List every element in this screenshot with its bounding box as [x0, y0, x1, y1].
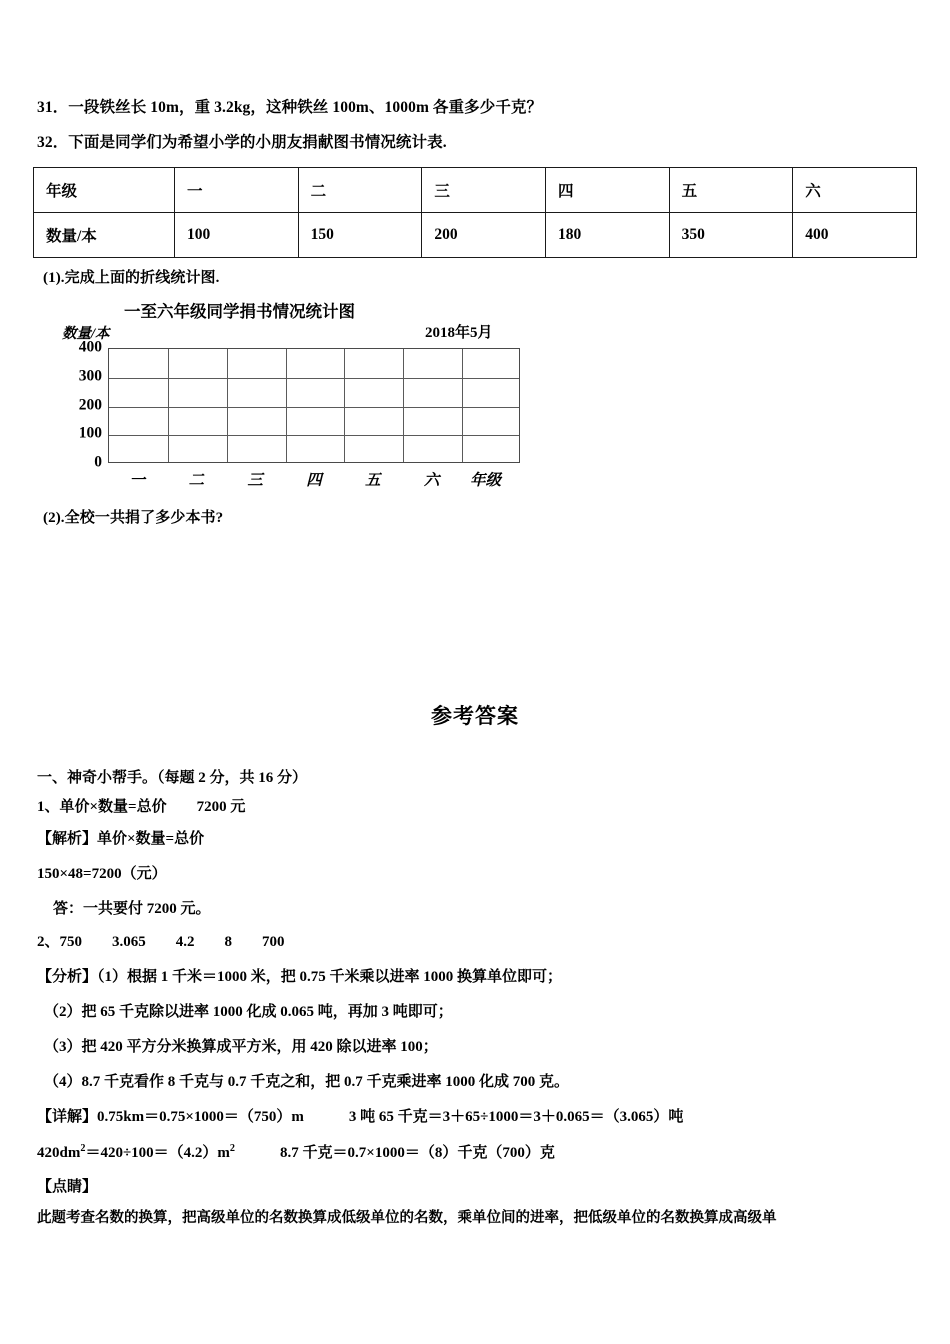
answer-line-tip-body: 此题考查名数的换算，把高级单位的名数换算成低级单位的名数，乘单位间的进率，把低级单位的名数换算成高级单 [37, 1210, 777, 1226]
detail-2-sup-b: 2 [229, 1143, 236, 1154]
row-header-quantity: 数量/本 [34, 213, 175, 258]
answer-line-detail-1 [37, 1108, 683, 1126]
gridline-col-1 [168, 349, 169, 462]
row-header-grade: 年级 [34, 168, 175, 213]
answer-line-analysis-2-3: （3）把 420 平方分米换算成平方米，用 420 除以进率 100； [44, 1039, 438, 1055]
answer-line-2: 2、750 3.065 4.2 8 700 [37, 934, 285, 950]
cell-grade-4: 四 [545, 168, 669, 213]
gridline-300 [109, 378, 519, 379]
gridline-col-5 [403, 349, 404, 462]
cell-grade-1: 一 [175, 168, 299, 213]
gridline-col-3 [286, 349, 287, 462]
x-tick-grade-6: 六 [423, 472, 440, 489]
cell-grade-6: 六 [793, 168, 917, 213]
cell-grade-5: 五 [669, 168, 793, 213]
answer-line-section-1: 一、神奇小帮手。（每题 2 分，共 16 分） [37, 770, 308, 786]
detail-2-part-c: 8.7 千克＝0.7×1000＝（8）千克（700）克 [280, 1145, 555, 1161]
gridline-col-6 [462, 349, 463, 462]
detail-2-sup-a: 2 [80, 1143, 86, 1154]
y-tick-100: 100 [78, 424, 102, 442]
gridline-100 [109, 435, 519, 436]
answer-line-conclusion-1: 答：一共要付 7200 元。 [53, 901, 211, 917]
cell-count-5: 350 [669, 213, 793, 258]
cell-count-1: 100 [175, 213, 299, 258]
cell-count-2: 150 [298, 213, 422, 258]
answer-line-analysis-2-1: 【分析】（1）根据 1 千米＝1000 米，把 0.75 千米乘以进率 1000 换算单位即可； [37, 969, 563, 985]
cell-count-3: 200 [422, 213, 546, 258]
x-tick-grade-1: 一 [129, 472, 146, 489]
detail-2-part-b: ＝420÷100＝（4.2）m [85, 1145, 230, 1161]
x-tick-grade-5: 五 [365, 472, 381, 489]
chart-subtitle-date: 2018年5月 [425, 325, 493, 341]
question-31: 31．一段铁丝长 10m，重 3.2kg，这种铁丝 100m、1000m 各重多少千克？ [37, 99, 543, 116]
answer-line-calc-1: 150×48=7200（元） [37, 866, 167, 882]
gridline-200 [109, 407, 519, 408]
cell-count-4: 180 [545, 213, 669, 258]
x-tick-grade-3: 三 [247, 472, 263, 489]
detail-1-suffix: 3 吨 65 千克＝3＋65÷1000＝3＋0.065＝（3.065）吨 [348, 1109, 684, 1125]
chart-title: 一至六年级同学捐书情况统计图 [124, 302, 355, 321]
y-tick-300: 300 [78, 367, 102, 385]
cell-grade-3: 三 [422, 168, 546, 213]
table-row-grades [34, 168, 917, 213]
x-tick-grade-4: 四 [306, 472, 322, 489]
line-chart [0, 290, 600, 500]
answer-line-analysis-2-2: （2）把 65 千克除以进率 1000 化成 0.065 吨，再加 3 吨即可； [44, 1004, 453, 1020]
sub-question-1: (1).完成上面的折线统计图. [43, 270, 220, 286]
x-tick-grade-2: 二 [188, 472, 205, 489]
question-32: 32．下面是同学们为希望小学的小朋友捐献图书情况统计表. [37, 134, 447, 151]
answer-line-1: 1、单价×数量=总价 7200 元 [37, 799, 246, 815]
cell-count-6: 400 [793, 213, 917, 258]
donation-stat-table [33, 167, 917, 258]
gridline-col-2 [227, 349, 228, 462]
x-axis-title: 年级 [470, 472, 502, 489]
chart-plot-area [108, 348, 520, 463]
cell-grade-2: 二 [298, 168, 422, 213]
y-tick-400: 400 [78, 338, 102, 356]
answer-line-analysis-2-4: （4）8.7 千克看作 8 千克与 0.7 千克之和，把 0.7 千克乘进率 1000 化成 700 克。 [44, 1074, 570, 1090]
detail-2-part-a: 420dm [37, 1145, 81, 1161]
table-row-counts [34, 213, 917, 258]
sub-question-2: (2).全校一共捐了多少本书? [43, 510, 224, 526]
detail-1-prefix: 【详解】0.75km＝0.75×1000＝（750）m [37, 1109, 304, 1125]
answer-line-detail-2 [37, 1143, 555, 1162]
detail-2-gap [235, 1145, 280, 1161]
answer-line-tip-heading: 【点睛】 [37, 1179, 98, 1195]
answers-section-heading: 参考答案 [431, 705, 519, 728]
y-tick-200: 200 [78, 396, 102, 414]
y-tick-0: 0 [94, 453, 102, 471]
answer-line-analysis-1: 【解析】单价×数量=总价 [37, 831, 205, 847]
chart-y-axis-label: 数量/本 [62, 326, 110, 342]
detail-1-gap [304, 1109, 349, 1125]
gridline-col-4 [344, 349, 345, 462]
